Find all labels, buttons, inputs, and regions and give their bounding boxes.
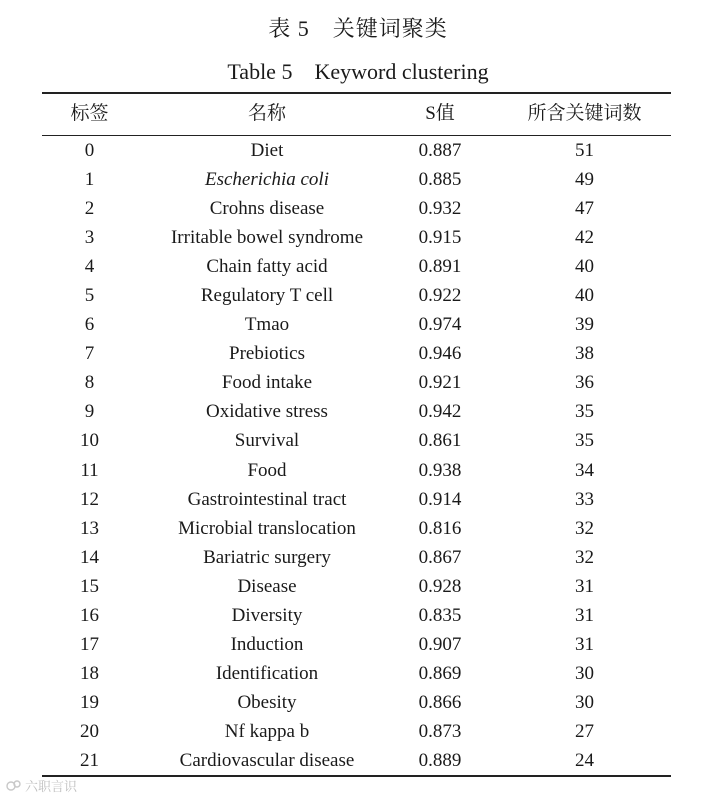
row-label: 20 xyxy=(80,720,99,742)
row-label: 21 xyxy=(80,749,99,771)
row-keyword-count: 40 xyxy=(575,285,594,307)
row-s-value: 0.885 xyxy=(418,169,462,191)
table-title-chinese: 表 5 关键词聚类 xyxy=(268,16,448,41)
publisher-logo-icon xyxy=(6,779,22,793)
row-s-value: 0.866 xyxy=(418,691,462,713)
table-row xyxy=(42,689,671,718)
header-s-value: S值 xyxy=(425,103,455,124)
row-label: 17 xyxy=(80,633,99,655)
row-keyword-count: 32 xyxy=(575,546,594,568)
row-name: Diet xyxy=(250,140,284,161)
row-label: 10 xyxy=(80,430,99,452)
header-name: 名称 xyxy=(247,103,286,124)
row-name: Survival xyxy=(234,430,300,452)
row-s-value: 0.891 xyxy=(418,256,462,278)
row-s-value: 0.816 xyxy=(418,517,462,539)
table-title-english: Table 5 Keyword clustering xyxy=(227,59,489,84)
watermark xyxy=(6,776,77,795)
row-s-value: 0.938 xyxy=(418,459,462,481)
row-name: Cardiovascular disease xyxy=(179,749,355,771)
table-row xyxy=(42,544,671,573)
row-name: Bariatric surgery xyxy=(203,546,331,568)
row-s-value: 0.922 xyxy=(418,285,462,307)
table-header xyxy=(42,98,671,130)
row-s-value: 0.921 xyxy=(418,372,462,394)
row-keyword-count: 33 xyxy=(575,488,594,510)
row-s-value: 0.915 xyxy=(418,227,462,249)
row-label: 5 xyxy=(84,285,95,307)
row-name: Food xyxy=(247,459,287,481)
row-name: Microbial translocation xyxy=(178,517,356,539)
row-name: Escherichia coli xyxy=(205,169,329,191)
row-label: 0 xyxy=(84,140,95,161)
table-row xyxy=(42,602,671,631)
row-s-value: 0.942 xyxy=(418,401,462,423)
row-name: Nf kappa b xyxy=(224,720,310,742)
row-name: Regulatory T cell xyxy=(200,285,334,307)
row-keyword-count: 34 xyxy=(575,459,594,481)
row-keyword-count: 32 xyxy=(575,517,594,539)
row-keyword-count: 31 xyxy=(575,575,594,597)
row-name: Irritable bowel syndrome xyxy=(170,227,364,249)
table-row xyxy=(42,747,671,776)
row-keyword-count: 30 xyxy=(575,691,594,713)
row-s-value: 0.914 xyxy=(418,488,462,510)
row-s-value: 0.946 xyxy=(418,343,462,365)
row-label: 15 xyxy=(80,575,99,597)
row-s-value: 0.867 xyxy=(418,546,462,568)
header-keyword-count: 所含关键词数 xyxy=(527,103,642,124)
table-row xyxy=(42,224,671,253)
bottom-rule xyxy=(42,775,671,777)
row-name: Gastrointestinal tract xyxy=(187,488,347,510)
row-name: Crohns disease xyxy=(209,198,325,220)
row-label: 7 xyxy=(84,343,95,365)
row-name: Oxidative stress xyxy=(206,401,328,423)
row-name: Disease xyxy=(237,575,297,597)
row-label: 11 xyxy=(80,459,99,481)
row-label: 1 xyxy=(84,169,95,191)
row-keyword-count: 49 xyxy=(575,169,594,191)
row-label: 14 xyxy=(80,546,99,568)
header-rule xyxy=(42,135,671,136)
row-label: 2 xyxy=(84,198,95,220)
table-row xyxy=(42,427,671,456)
row-label: 18 xyxy=(80,662,99,684)
table-row xyxy=(42,166,671,195)
header-label: 标签 xyxy=(70,103,109,124)
row-label: 4 xyxy=(84,256,95,278)
table-row xyxy=(42,486,671,515)
table-row xyxy=(42,398,671,427)
row-name: Induction xyxy=(230,633,304,655)
row-keyword-count: 24 xyxy=(575,749,594,771)
table-row xyxy=(42,457,671,486)
row-s-value: 0.835 xyxy=(418,604,462,626)
row-keyword-count: 27 xyxy=(575,720,594,742)
table-row xyxy=(42,195,671,224)
row-name: Identification xyxy=(215,662,319,684)
table-row xyxy=(42,311,671,340)
table-body xyxy=(42,137,671,776)
watermark-text: 六职言识 xyxy=(25,780,78,795)
table-row xyxy=(42,137,671,166)
table-row xyxy=(42,282,671,311)
row-keyword-count: 31 xyxy=(575,633,594,655)
row-keyword-count: 36 xyxy=(575,372,594,394)
row-name: Diversity xyxy=(231,604,303,626)
row-keyword-count: 35 xyxy=(575,401,594,423)
row-label: 12 xyxy=(80,488,99,510)
row-name: Chain fatty acid xyxy=(206,256,328,278)
row-label: 6 xyxy=(84,314,95,336)
table-row xyxy=(42,573,671,602)
row-name: Food intake xyxy=(221,372,313,394)
table-row xyxy=(42,631,671,660)
row-s-value: 0.932 xyxy=(418,198,462,220)
row-name: Obesity xyxy=(237,691,297,713)
row-s-value: 0.889 xyxy=(418,749,462,771)
row-keyword-count: 35 xyxy=(575,430,594,452)
row-keyword-count: 51 xyxy=(575,140,594,161)
table-row xyxy=(42,660,671,689)
row-s-value: 0.887 xyxy=(418,140,462,161)
row-label: 16 xyxy=(80,604,99,626)
row-label: 3 xyxy=(84,227,95,249)
row-s-value: 0.861 xyxy=(418,430,462,452)
row-keyword-count: 42 xyxy=(575,227,594,249)
row-label: 8 xyxy=(84,372,95,394)
table-row xyxy=(42,340,671,369)
row-label: 9 xyxy=(84,401,95,423)
row-s-value: 0.974 xyxy=(418,314,462,336)
top-rule xyxy=(42,92,671,94)
table-row xyxy=(42,253,671,282)
row-s-value: 0.928 xyxy=(418,575,462,597)
row-label: 13 xyxy=(80,517,99,539)
row-s-value: 0.873 xyxy=(418,720,462,742)
row-keyword-count: 40 xyxy=(575,256,594,278)
row-s-value: 0.869 xyxy=(418,662,462,684)
table-row xyxy=(42,369,671,398)
table-row xyxy=(42,718,671,747)
row-name: Tmao xyxy=(244,314,290,336)
row-keyword-count: 47 xyxy=(575,198,594,220)
table-row xyxy=(42,515,671,544)
row-label: 19 xyxy=(80,691,99,713)
row-s-value: 0.907 xyxy=(418,633,462,655)
row-keyword-count: 38 xyxy=(575,343,594,365)
row-keyword-count: 30 xyxy=(575,662,594,684)
row-name: Prebiotics xyxy=(229,343,305,365)
row-keyword-count: 39 xyxy=(575,314,594,336)
row-keyword-count: 31 xyxy=(575,604,594,626)
